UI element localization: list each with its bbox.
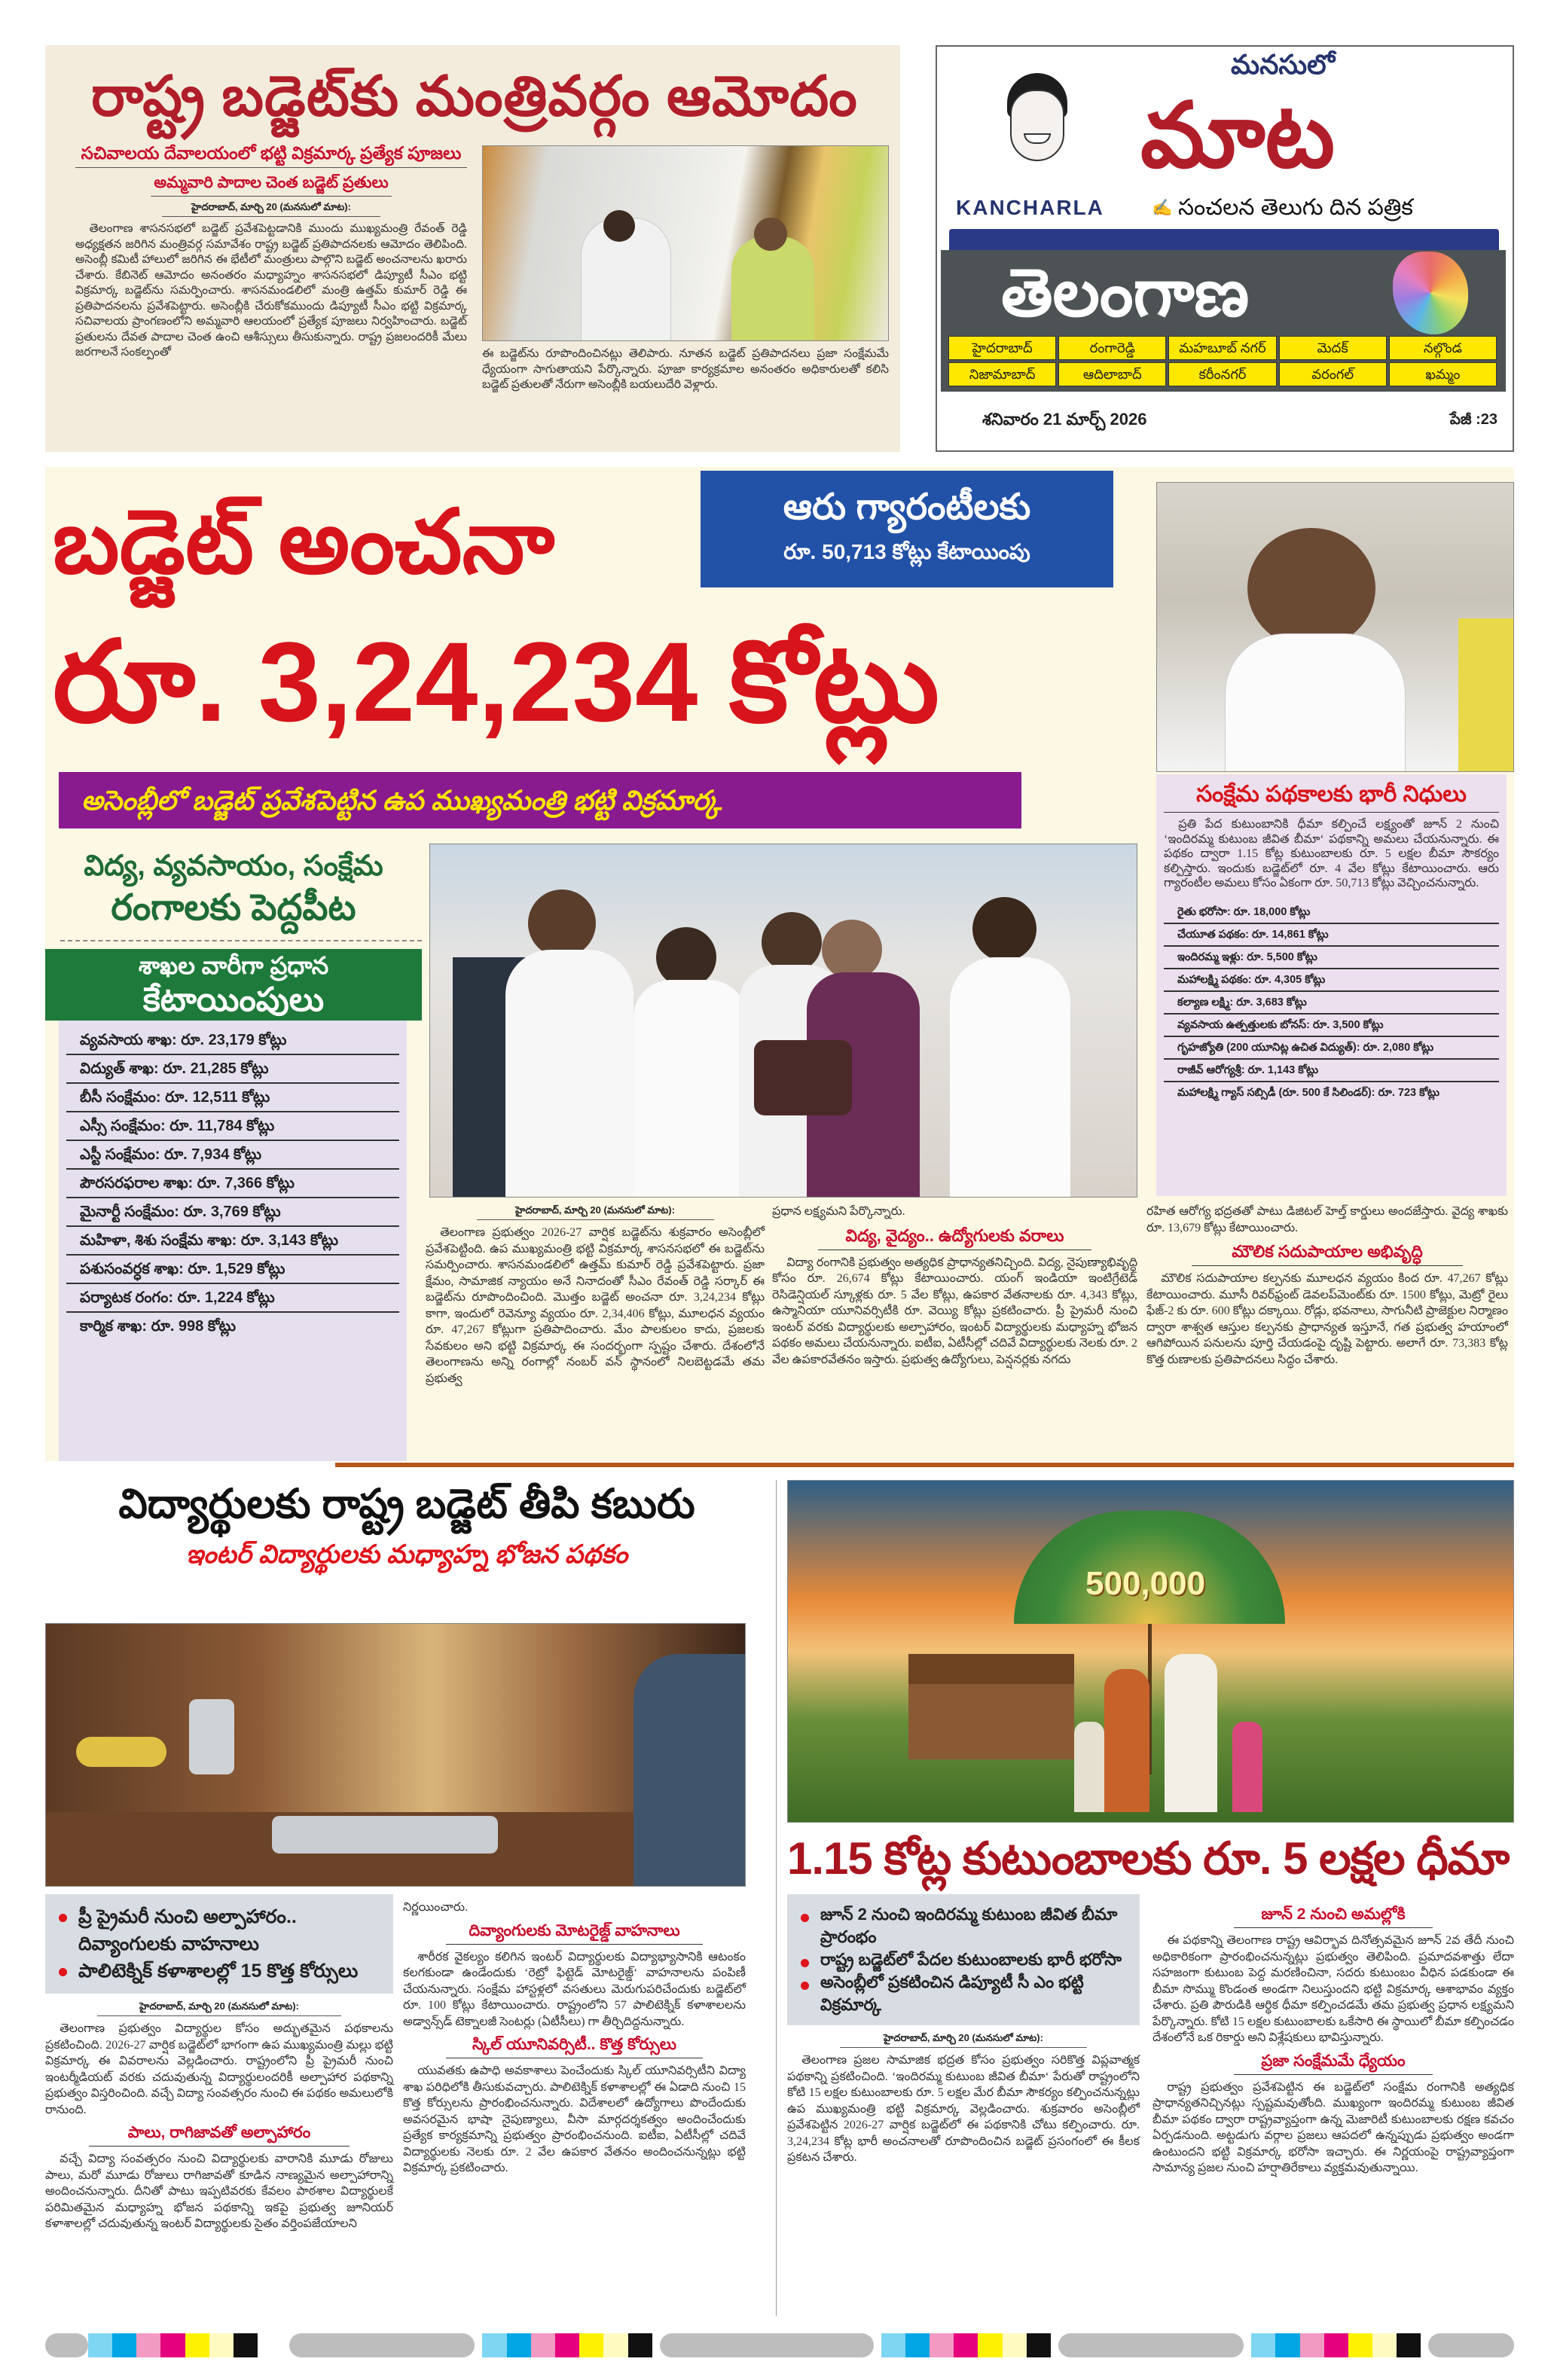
priority-line1: విద్య, వ్యవసాయం, సంక్షేమ (84, 850, 383, 882)
subhead: స్కిల్ యూనివర్సిటీ.. కొత్త కోర్సులు (446, 2034, 703, 2058)
box-line2: రూ. 50,713 కోట్లు కేటాయింపు (783, 540, 1030, 563)
article-body: తెలంగాణ శాసనసభలో బడ్జెట్ ప్రవేశపెట్టడానికి ముందు ముఖ్యమంత్రి రేవంత్ రెడ్డి అధ్యక్షతన జరిగిన మంత్రివర్గ సమావేశం రాష్ట్ర బడ్జెట్ ప్రతిపాదనలకు ఆమోదం తెలిపింది. అసెంబ్లీ కమిటీ హాలులో జరిగిన ఈ భేటీలో మంత్రులు పాల్గొని బడ్జెట్ అంచనాలను ఖరారు చేశారు. కేబినెట్ ఆమోదం అనంతరం మధ్యాహ్నం శాసనసభలో డిప్యూటీ సీఎం భట్టి విక్రమార్క బడ్జెట్‌ను సమర్పించారు. శాసనమండలిలో మంత్రి ఉత్తమ్ కుమార్ రెడ్డి ఈ ప్రతిపాదనలను ప్రవేశపెట్టారు. అసెంబ్లీకి చేరుకోకముందు డిప్యూటీ సీఎం భట్టి విక్రమార్క సచివాలయ ప్రాంగణంలోని అమ్మవారి ఆలయంలో ప్రత్యేక పూజలు నిర్వహించారు. బడ్జెట్ ప్రతులను దేవత పాదాల చెంత ఉంచి ఆశీస్సులు తీసుకున్నారు. రాష్ట్ర ప్రజలందరికీ మేలు జరగాలనే సంకల్పంతో (75, 222, 467, 359)
allocation-row: ఎస్టీ సంక్షేమం: రూ. 7,934 కోట్లు (66, 1141, 399, 1170)
article-body: తెలంగాణ ప్రభుత్వం విద్యార్థుల కోసం అద్భుతమైన పథకాలను ప్రకటించింది. 2026-27 వార్షిక బడ్జెట్‌లో భాగంగా ఉప ముఖ్యమంత్రి మల్లు భట్టి విక్రమార్క ఈ వివరాలను వెల్లడించారు. రాష్ట్రంలోని ప్రీ ప్రైమరీ నుంచి ఇంటర్మీడియట్ వరకు చదువుతున్న విద్యార్థులందరికీ అల్పాహార పథకాన్ని ప్రభుత్వం విస్తరించింది. వచ్చే విద్యా సంవత్సరం నుంచి ఈ పథకం అమలులోకి రానుంది. (45, 2022, 393, 2116)
allocation-row: మహాలక్ష్మి పథకం: రూ. 4,305 కోట్లు (1164, 969, 1499, 992)
allocation-row: గృహజ్యోతి (200 యూనిట్ల ఉచిత విద్యుత్): రూ. 2,080 కోట్లు (1164, 1037, 1499, 1060)
allocation-row: వ్యవసాయ ఉత్పత్తులకు బోనస్: రూ. 3,500 కోట్లు (1164, 1015, 1499, 1037)
brand-small: మనసులో (1231, 49, 1336, 80)
temple-puja-photo (482, 145, 889, 341)
lead-headline-line1: బడ్జెట్ అంచనా (53, 493, 555, 592)
article-body: వచ్చే విద్యా సంవత్సరం నుంచి విద్యార్థులకు వారానికి మూడు రోజులు పాలు, మరో మూడు రోజులు రాగిజావతో కూడిన నాణ్యమైన అల్పాహారాన్ని అందించనున్నారు. దీనితో పాటు ఇప్పటివరకు కేవలం పాఠశాల విద్యార్థులకే పరిమితమైన మధ్యాహ్న భోజన పథకాన్ని ఇకపై ప్రభుత్వ జూనియర్ కళాశాలల్లో చదువుతున్న ఇంటర్ విద్యార్థులకు సైతం వర్తింపజేయాలని (45, 2153, 393, 2230)
alloc-line2: కేటాయింపులు (142, 981, 325, 1018)
founder-portrait (1001, 73, 1073, 186)
tagline: సంచలన తెలుగు దిన పత్రిక (1178, 195, 1413, 220)
box-line1: ఆరు గ్యారంటీలకు (783, 487, 1031, 527)
allocation-row: విద్యుత్ శాఖ: రూ. 21,285 కోట్లు (66, 1055, 399, 1084)
divider (60, 940, 422, 941)
alloc-line1: శాఖల వారీగా ప్రధాన (138, 952, 329, 979)
budget-lead-story (45, 467, 1514, 1461)
headline: విద్యార్థులకు రాష్ట్ర బడ్జెట్ తీపి కబురు (118, 1481, 695, 1527)
allocation-row: వ్యవసాయ శాఖ: రూ. 23,179 కోట్లు (66, 1027, 399, 1055)
allocation-row: మహాలక్ష్మి గ్యాస్ సబ్సిడీ (రూ. 500 కే సిలిండర్): రూ. 723 కోట్లు (1177, 1086, 1440, 1099)
panel-title: సంక్షేమ పథకాలకు భారీ నిధులు (1164, 780, 1499, 813)
subhead: మౌలిక సదుపాయాల అభివృద్ధి (1192, 1240, 1463, 1266)
district[interactable]: ఆదిలాబాద్ (1058, 362, 1166, 386)
subhead: అమ్మవారి పాదాల చెంత బడ్జెట్ ప్రతులు (151, 172, 392, 197)
allocation-row: రాజీవ్ ఆరోగ్యశ్రీ: రూ. 1,143 కోట్లు (1164, 1060, 1499, 1082)
article-body: తెలంగాణ ప్రభుత్వం 2026-27 వార్షిక బడ్జెట్‌ను శుక్రవారం అసెంబ్లీలో ప్రవేశపెట్టింది. ఉప ముఖ్యమంత్రి భట్టి విక్రమార్క శాసనసభలో ఈ బడ్జెట్‌ను సమర్పించారు. శాసనమండలిలో ఉత్తమ్ కుమార్ రెడ్డి ప్రవేశపెట్టారు. ప్రజా క్షేమం, సామాజిక న్యాయం అనే నినాదంతో సీఎం రేవంత్ రెడ్డి సర్కార్ ఈ బడ్జెట్‌ను రూపొందించింది. మొత్తం బడ్జెట్ అంచనా రూ. 3,24,234 కోట్లు కాగా, ఇందులో రెవెన్యూ వ్యయం రూ. 2,34,406 కోట్లు, మూలధన వ్యయం రూ. 47,267 కోట్లుగా ప్రతిపాదించారు. మేం పాలకులం కాదు, ప్రజలకు సేవకులం అని భట్టి విక్రమార్క ఈ సందర్భంగా స్పష్టం చేశారు. దేశంలోనే తెలంగాణను అన్ని రంగాల్లో నంబర్ వన్ స్థానంలో నిలబెట్టడమే తమ ప్రభుత్వ (426, 1226, 765, 1385)
page-number: పేజీ :23 (1449, 411, 1497, 428)
insurance-highlights (787, 1894, 1140, 2025)
highlight-item: అసెంబ్లీలో ప్రకటించిన డిప్యూటీ సీ ఎం భట్టి విక్రమార్క (801, 1971, 1126, 2016)
lead-column-2 (772, 1204, 1137, 1368)
allocation-row: కల్యాణ లక్ష్మి: రూ. 3,683 కోట్లు (1164, 992, 1499, 1015)
allocation-row: ఎస్సీ సంక్షేమం: రూ. 11,784 కోట్లు (66, 1112, 399, 1141)
headline: రాష్ట్ర బడ్జెట్‌కు మంత్రివర్గం ఆమోదం (91, 65, 858, 127)
district[interactable]: హైదరాబాద్ (948, 336, 1056, 360)
article-body: మౌలిక సదుపాయాల కల్పనకు మూలధన వ్యయం కింద రూ. 47,267 కోట్లు కేటాయించారు. మూసీ రివర్‌ఫ్రంట్ డెవలప్‌మెంట్‌కు రూ. 1500 కోట్లు, మెట్రో రైలు ఫేజ్-2 కు రూ. 600 కోట్లు దక్కాయి. రోడ్లు, భవనాలు, సాగునీటి ప్రాజెక్టుల నిర్మాణం ద్వారా శాశ్వత ఆస్తుల కల్పనకు ప్రాధాన్యత ఇస్తూనే, గత ప్రభుత్వ హయాంలో ఆగిపోయిన పనులను పూర్తి చేయడంపై దృష్టి పెట్టారు. అలాగే రూ. 73,383 కోట్ల కొత్త రుణాలకు ప్రతిపాదనలు సిద్ధం చేశారు. (1146, 1272, 1508, 1366)
subhead: పాలు, రాగిజావతో అల్పాహారం (89, 2122, 350, 2147)
district[interactable]: మెదక్ (1279, 336, 1387, 360)
umbrella (1014, 1511, 1285, 1624)
district[interactable]: వరంగల్ (1279, 362, 1387, 386)
deputy-cm-speech-photo (1156, 482, 1514, 772)
students-highlights (45, 1894, 393, 1994)
highlight-item: జూన్ 2 నుంచి ఇందిరమ్మ కుటుంబ జీవిత బీమా ప్రారంభం (801, 1903, 1126, 1948)
subhead: విద్య, వైద్యం.. ఉద్యోగులకు వరాలు (818, 1225, 1092, 1250)
highlight-item: ప్రీ ప్రైమరీ నుంచి అల్పాహారం.. దివ్యాంగులకు వాహనాలు (59, 1903, 380, 1957)
subhead: దివ్యాంగులకు మోటరైజ్డ్ వాహనాలు (446, 1921, 703, 1945)
allocation-row: రైతు భరోసా: రూ. 18,000 కోట్లు (1164, 902, 1499, 924)
students-column-2 (403, 1899, 746, 2177)
allocation-row: పౌరసరఫరాల శాఖ: రూ. 7,366 కోట్లు (66, 1170, 399, 1198)
insurance-headline: 1.15 కోట్ల కుటుంబాలకు రూ. 5 లక్షల ధీమా (787, 1833, 1510, 1884)
subhead: సచివాలయ దేవాలయంలో భట్టి విక్రమార్క ప్రత్యేక పూజలు (75, 142, 467, 168)
district[interactable]: ఖమ్మం (1389, 362, 1497, 386)
edition-name: తెలంగాణ (1001, 255, 1250, 330)
article-body: తెలంగాణ ప్రజల సామాజిక భద్రత కోసం ప్రభుత్వం సరికొత్త విప్లవాత్మక పథకాన్ని ప్రకటించింది. ‘ఇందిరమ్మ కుటుంబ జీవిత బీమా‘ పేరుతో రాష్ట్రంలోని కోటి 15 లక్షల కుటుంబాలకు రూ. 5 లక్షల మేర బీమా సౌకర్యం కల్పించనున్నట్లు ఉప ముఖ్యమంత్రి భట్టి విక్రమార్క వెల్లడించారు. శుక్రవారం అసెంబ్లీలో ప్రవేశపెట్టిన 2026-27 వార్షిక బడ్జెట్‌లో ఈ పథకానికి చోటు కల్పించారు. రూ. 3,24,234 కోట్ల భారీ అంచనాలతో రూపొందించిన బడ్జెట్ ప్రసంగంలో ఈ కీలక ప్రకటన చేశారు. (787, 2054, 1140, 2164)
insurance-column-2 (1152, 1899, 1514, 2177)
article-body: విద్యా రంగానికి ప్రభుత్వం అత్యధిక ప్రాధాన్యతనిచ్చింది. విద్య, నైపుణ్యాభివృద్ధి కోసం రూ. 26,674 కోట్లు కేటాయించారు. యంగ్ ఇండియా ఇంటిగ్రేటెడ్ రెసిడెన్షియల్ స్కూళ్లకు రూ. 5 వేల కోట్లు, ఉపకార వేతనాలకు రూ. 4,343 కోట్లు, ఉస్మానియా యూనివర్సిటీకి రూ. వెయ్యి కోట్లు ప్రకటించారు. ప్రీ ప్రైమరీ నుంచి ఇంటర్ వరకు విద్యార్థులకు అల్పాహారం, ఇంటర్ విద్యార్థులకు మధ్యాహ్న భోజన పథకం అమలు చేయనున్నారు. ఐటీఐ, ఏటీసీల్లో చదివే విద్యార్థులకు నెలకు రూ. 2 వేల ఉపకారవేతనం ఇస్తారు. ప్రభుత్వ ఉద్యోగులు, పెన్షనర్లకు నగదు (772, 1256, 1137, 1366)
six-guarantees-box (701, 471, 1113, 587)
department-allocation-list (59, 1021, 407, 1461)
blue-strip (949, 229, 1499, 252)
allocation-row: పశుసంవర్ధక శాఖ: రూ. 1,529 కోట్లు (66, 1256, 399, 1284)
allocations-box (45, 949, 422, 1021)
article-body: యువతకు ఉపాధి అవకాశాలు పెంచేందుకు స్కిల్ యూనివర్సిటీని విద్యా శాఖ పరిధిలోకి తీసుకువచ్చారు. పాలిటెక్నిక్ కళాశాలల్లో ఈ ఏడాది నుంచి 15 కొత్త కోర్సులను ప్రారంభించనున్నారు. విదేశాలలో ఉద్యోగాలు పొందేందుకు అవసరమైన భాషా నైపుణ్యాలు, వీసా మార్గదర్శకత్వం అందించేందుకు ప్రత్యేక కార్యక్రమాన్ని ప్రభుత్వం ప్రారంభించనుంది. ఐటీఐ, ఏటీసీల్లో చదివే విద్యార్థులకు నెలకు రూ. 2 వేల ఉపకార వేతనం అందించనున్నట్లు భట్టి విక్రమార్క ప్రకటించారు. (403, 2064, 746, 2174)
students-story-head (45, 1478, 768, 1573)
umbrella-amount: 500,000 (1085, 1565, 1206, 1602)
dateline: హైదరాబాద్, మార్చి 20 (మనసులో మాట): (477, 1204, 714, 1220)
dateline: హైదరాబాద్, మార్చి 20 (మనసులో మాట): (840, 2031, 1087, 2048)
allocation-row: ఇందిరమ్మ ఇళ్లు: రూ. 5,500 కోట్లు (1164, 947, 1499, 969)
lead-column-1 (426, 1204, 765, 1387)
allocation-row: మైనార్టీ సంక్షేమం: రూ. 3,769 కోట్లు (66, 1198, 399, 1227)
allocation-row: బీసీ సంక్షేమం: రూ. 12,511 కోట్లు (66, 1084, 399, 1112)
welfare-funds-panel (1156, 774, 1507, 1196)
district[interactable]: రంగారెడ్డి (1058, 336, 1166, 360)
panel-body: ప్రతి పేద కుటుంబానికి ధీమా కల్పించే లక్ష్యంతో జూన్ 2 నుంచి ‘ఇందిరమ్మ కుటుంబ జీవిత బీమా‘ పథకాన్ని అమలు చేయనున్నారు. ఈ పథకం ద్వారా 1.15 కోట్ల కుటుంబాలకు రూ. 5 లక్షల బీమా సౌకర్యం కల్పిస్తారు. ఇందుకు బడ్జెట్‌లో రూ. 4 వేల కోట్లు కేటాయించారు. ఆరు గ్యారంటీల అమలు కోసం ఏకంగా రూ. 50,713 కోట్లు వెచ్చించనున్నారు. (1164, 818, 1499, 889)
budget-briefcase-photo (429, 844, 1137, 1198)
priority-line2: రంగాలకు పెద్దపీట (111, 888, 356, 928)
cabinet-approval-story (45, 45, 900, 452)
district[interactable]: నిజామాబాద్ (948, 362, 1056, 386)
pen-icon: ✍ (1152, 198, 1173, 217)
section-divider (335, 1463, 1514, 1467)
students-column-1 (45, 1894, 393, 2232)
welfare-allocation-list (1164, 902, 1499, 1103)
article-body-cont: ఈ బడ్జెట్‌ను రూపొందించినట్లు తెలిపారు. నూతన బడ్జెట్ ప్రతిపాదనలు ప్రజా సంక్షేమమే ధ్యేయంగా సాగుతాయని పేర్కొన్నారు. పూజా కార్యక్రమాల అనంతరం అధికారులతో కలిసి బడ్జెట్ ప్రతులతో నేరుగా అసెంబ్లీకి బయలుదేరి వెళ్లారు. (482, 347, 889, 391)
family-insurance-illustration (787, 1480, 1514, 1823)
subhead: జూన్ 2 నుంచి అమల్లోకి (1234, 1904, 1433, 1928)
dateline: హైదరాబాద్, మార్చి 20 (మనసులో మాట): (97, 2000, 340, 2016)
article-body: శారీరక వైకల్యం కలిగిన ఇంటర్ విద్యార్థులకు విద్యాభ్యాసానికి ఆటంకం కలగకుండా ఉండేందుకు ‘రెట్రో ఫిట్టెడ్ మోటరైజ్డ్‘ వాహనాలను పంపిణీ చేయనున్నారు. సంక్షేమ హాస్టళ్లలో వసతులు మెరుగుపరిచేందుకు బడ్జెట్‌లో రూ. 100 కోట్లు కేటాయించారు. రాష్ట్రంలోని 57 పాలిటెక్నిక్ కళాశాలలను అడ్వాన్స్‌డ్ టెక్నాలజీ సెంటర్లు (ఏటీసీలు) గా తీర్చిదిద్దనున్నారు. (403, 1950, 746, 2028)
dateline: హైదరాబాద్, మార్చి 20 (మనసులో మాట): (162, 200, 380, 217)
masthead (936, 45, 1514, 452)
article-body: నిర్ణయించారు. (403, 1901, 469, 1914)
lead-headline-line2: రూ. 3,24,234 కోట్లు (53, 618, 939, 745)
students-breakfast-photo (45, 1623, 746, 1887)
article-body: రాష్ట్ర ప్రభుత్వం ప్రవేశపెట్టిన ఈ బడ్జెట్‌లో సంక్షేమ రంగానికి అత్యధిక ప్రాధాన్యతనిచ్చినట్లు స్పష్టమవుతోంది. ముఖ్యంగా ఇందిరమ్మ కుటుంబ జీవిత బీమా పథకం ద్వారా రాష్ట్రవ్యాప్తంగా ఉన్న మెజారిటీ కుటుంబాలకు రక్షణ కవచం ఏర్పడనుంది. అట్టడుగు వర్గాల ప్రజలు ఆపదలో ఉన్నప్పుడు ప్రభుత్వం అండగా ఉంటుందని భట్టి విక్రమార్క భరోసా ఇచ్చారు. ఈ నిర్ణయంపై రాష్ట్రవ్యాప్తంగా సామాన్య ప్రజల నుంచి హర్షాతిరేకాలు వ్యక్తమవుతున్నాయి. (1152, 2080, 1514, 2174)
district[interactable]: కరీంనగర్ (1168, 362, 1276, 386)
district[interactable]: మహబూబ్ నగర్ (1168, 336, 1276, 360)
district-grid (948, 336, 1497, 386)
article-body: ప్రధాన లక్ష్యమని పేర్కొన్నారు. (772, 1205, 905, 1218)
purple-strap: అసెంబ్లీలో బడ్జెట్ ప్రవేశపెట్టిన ఉప ముఖ్యమంత్రి భట్టి విక్రమార్క (59, 772, 1021, 828)
founder-name: KANCHARLA (956, 196, 1104, 219)
allocation-row: కార్మిక శాఖ: రూ. 998 కోట్లు (80, 1318, 237, 1335)
brand-logo: మాట (1140, 85, 1336, 186)
article-body: రహిత ఆరోగ్య భద్రతతో పాటు డిజిటల్ హెల్త్ కార్డులు అందజేస్తారు. వైద్య శాఖకు రూ. 13,679 కోట్లు కేటాయించారు. (1146, 1205, 1508, 1234)
lead-column-3 (1146, 1204, 1508, 1368)
insurance-column-1 (787, 1894, 1140, 2166)
issue-date: శనివారం 21 మార్చ్ 2026 (982, 410, 1147, 429)
subhead: ఇంటర్ విద్యార్థులకు మధ్యాహ్న భోజన పథకం (185, 1540, 628, 1569)
highlight-item: పాలిటెక్నిక్ కళాశాలల్లో 15 కొత్త కోర్సులు (59, 1957, 380, 1985)
district[interactable]: నల్గొండ (1389, 336, 1497, 360)
allocation-row: పర్యాటక రంగం: రూ. 1,224 కోట్లు (66, 1284, 399, 1313)
article-body: ఈ పథకాన్ని తెలంగాణ రాష్ట్ర ఆవిర్భావ దినోత్సవమైన జూన్ 2వ తేదీ నుంచి అధికారికంగా ప్రారంభించనున్నట్లు ప్రభుత్వం తెలిపింది. ప్రమాదవశాత్తు లేదా సహజంగా కుటుంబ పెద్ద మరణించినా, సదరు కుటుంబం వీధిన పడకుండా ఈ బీమా సొమ్ము కొండంత అండగా నిలుస్తుందని భట్టి విక్రమార్క ఆశాభావం వ్యక్తం చేశారు. ప్రతి పౌరుడికి ఆర్థిక ధీమా కల్పించడమే తమ ప్రభుత్వ ప్రధాన లక్ష్యమని పేర్కొన్నారు. కోటి 15 లక్షల కుటుంబాలకు ఒకేసారి ఈ స్థాయిలో బీమా కల్పించడం దేశంలోనే ఒక రికార్డు అని విశ్లేషకులు భావిస్తున్నారు. (1152, 1934, 1514, 2044)
priority-heading (45, 847, 422, 932)
allocation-row: మహిళా, శిశు సంక్షేమ శాఖ: రూ. 3,143 కోట్లు (66, 1227, 399, 1256)
highlight-item: రాష్ట్ర బడ్జెట్‌లో పేదల కుటుంబాలకు భారీ భరోసా (801, 1948, 1126, 1971)
edition-band (941, 250, 1506, 392)
allocation-row: చేయూత పథకం: రూ. 14,861 కోట్లు (1164, 924, 1499, 947)
subheads (75, 142, 467, 361)
column-rule (776, 1480, 777, 2316)
print-color-bar (45, 2333, 1514, 2357)
subhead: ప్రజా సంక్షేమమే ధ్యేయం (1234, 2051, 1433, 2075)
telangana-map-icon (1393, 252, 1468, 334)
